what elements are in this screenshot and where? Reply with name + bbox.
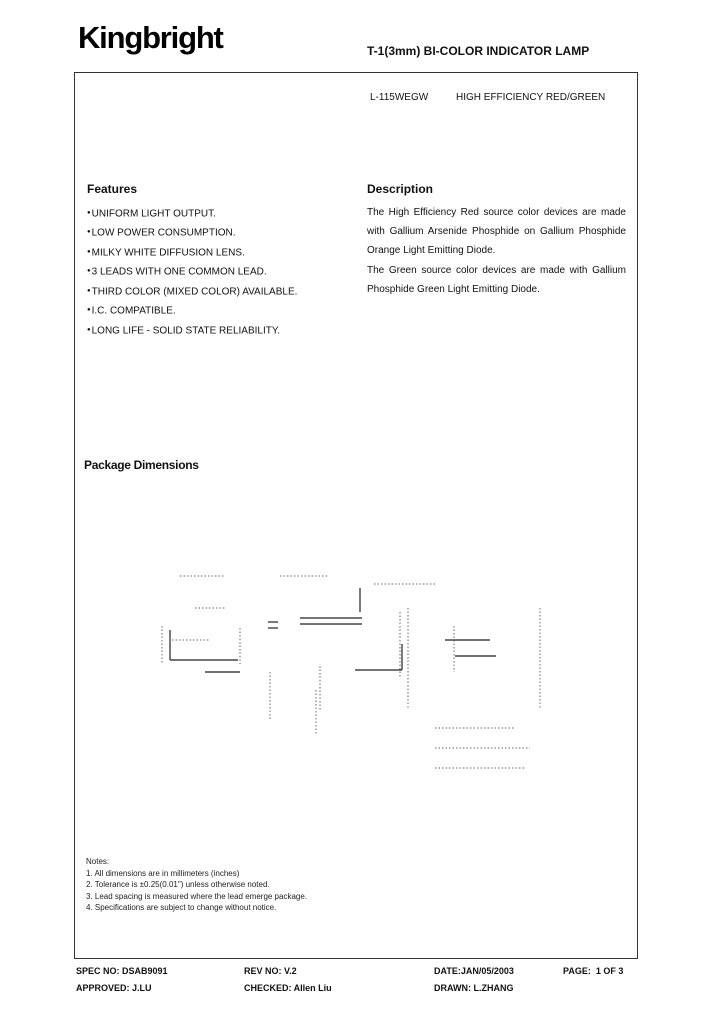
package-dimensions-heading: Package Dimensions [84,458,199,472]
features-heading: Features [87,182,138,196]
spec-number: SPEC NO: DSAB9091 [76,966,168,976]
approved-by: APPROVED: J.LU [76,983,152,993]
page-indicator: PAGE: 1 OF 3 [563,966,624,976]
description-paragraph: The Green source color devices are made with Gallium Phosphide Green Light Emitting Diode. [367,264,626,295]
checked-by: CHECKED: Allen Liu [244,983,332,993]
feature-item: ● LONG LIFE - SOLID STATE RELIABILITY. [87,321,297,340]
feature-item: ● LOW POWER CONSUMPTION. [87,223,297,242]
notes-block [86,856,307,914]
part-number: L-115WEGW [370,92,429,103]
drawn-by: DRAWN: L.ZHANG [434,983,514,993]
note-item: 4. Specifications are subject to change without notice. [86,903,277,912]
description-paragraph: The High Efficiency Red source color devices are made with Gallium Arsenide Phosphide on Gallium Phosphide Orange Light Emitting Diode. [367,207,626,257]
part-description: HIGH EFFICIENCY RED/GREEN [456,92,606,103]
description-text [367,203,626,299]
note-item: 1. All dimensions are in millimeters (inches) [86,868,240,878]
note-item: 3. Lead spacing is measured where the lead emerge package. [86,891,308,901]
revision-number: REV NO: V.2 [244,966,297,976]
note-item: 2. Tolerance is ±0.25(0.01") unless otherwise noted. [86,880,270,889]
description-heading: Description [367,182,434,196]
date: DATE:JAN/05/2003 [434,966,514,976]
document-title: T-1(3mm) BI-COLOR INDICATOR LAMP [367,44,590,58]
features-list [87,204,297,340]
feature-item: ● UNIFORM LIGHT OUTPUT. [87,204,297,223]
brand-logo: Kingbright [78,20,223,55]
package-dimension-drawing [150,560,580,780]
feature-item: ● I.C. COMPATIBLE. [87,301,297,320]
feature-item: ● THIRD COLOR (MIXED COLOR) AVAILABLE. [87,282,297,301]
notes-title: Notes: [86,857,110,866]
feature-item: ● MILKY WHITE DIFFUSION LENS. [87,243,297,262]
feature-item: ● 3 LEADS WITH ONE COMMON LEAD. [87,262,297,281]
